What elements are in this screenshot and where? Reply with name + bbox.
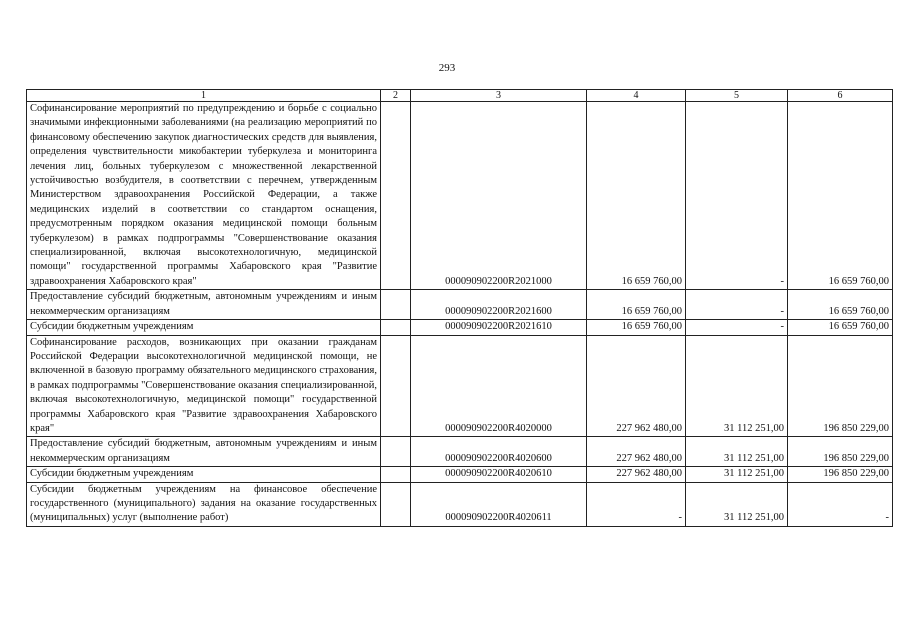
- row-col4: 227 962 480,00: [587, 467, 686, 482]
- table-row: [27, 437, 893, 467]
- row-col6: 16 659 760,00: [788, 102, 893, 290]
- row-code: 000090902200R2021000: [411, 102, 587, 290]
- column-header: 6: [788, 90, 893, 102]
- row-col5: 31 112 251,00: [686, 335, 788, 437]
- row-col2: [381, 335, 411, 437]
- row-col4: -: [587, 482, 686, 526]
- row-col5: -: [686, 290, 788, 320]
- column-header: 1: [27, 90, 381, 102]
- table-row: [27, 102, 893, 290]
- row-code: 000090902200R4020000: [411, 335, 587, 437]
- row-col4: 16 659 760,00: [587, 320, 686, 335]
- row-col6: 196 850 229,00: [788, 335, 893, 437]
- row-code: 000090902200R2021610: [411, 320, 587, 335]
- table-row: [27, 290, 893, 320]
- table-row: [27, 335, 893, 437]
- page-number: 293: [438, 62, 456, 74]
- row-col6: -: [788, 482, 893, 526]
- row-col4: 16 659 760,00: [587, 102, 686, 290]
- row-col4: 227 962 480,00: [587, 335, 686, 437]
- table-row: [27, 482, 893, 526]
- row-description: Предоставление субсидий бюджетным, автономным учреждениям и иным некоммерческим организациям: [27, 290, 381, 320]
- row-col2: [381, 320, 411, 335]
- row-code: 000090902200R4020611: [411, 482, 587, 526]
- row-description: Субсидии бюджетным учреждениям: [27, 467, 381, 482]
- row-col4: 227 962 480,00: [587, 437, 686, 467]
- row-code: 000090902200R2021600: [411, 290, 587, 320]
- row-col5: 31 112 251,00: [686, 482, 788, 526]
- row-col2: [381, 482, 411, 526]
- row-col5: -: [686, 102, 788, 290]
- row-description: Софинансирование мероприятий по предупреждению и борьбе с социально значимыми инфекционными заболеваниями (на реализацию мероприятий по финансовому обеспечению закупок диагностических средств для выявления, определения чувствительности микобактерии туберкулеза и мониторинга лечения лиц, больных туберкулезом с множественной лекарственной устойчивостью возбудителя, в соответствии с перечнем, утвержденным Министерством здравоохранения Российской Федерации, а также медицинских изделий в соответствии со стандартом оснащения, предусмотренным порядком оказания медицинской помощи больным туберкулезом) в рамках подпрограммы "Совершенствование оказания специализированной, включая высокотехнологичную, медицинской помощи" государственной программы Хабаровского края "Развитие здравоохранения Хабаровского края": [27, 102, 381, 290]
- column-header: 5: [686, 90, 788, 102]
- column-header: 3: [411, 90, 587, 102]
- row-col5: -: [686, 320, 788, 335]
- row-description: Предоставление субсидий бюджетным, автономным учреждениям и иным некоммерческим организациям: [27, 437, 381, 467]
- table-row: [27, 467, 893, 482]
- row-code: 000090902200R4020610: [411, 467, 587, 482]
- row-col5: 31 112 251,00: [686, 437, 788, 467]
- table-row: [27, 320, 893, 335]
- row-col2: [381, 290, 411, 320]
- row-description: Субсидии бюджетным учреждениям на финансовое обеспечение государственного (муниципального) задания на оказание государственных (муниципальных) услуг (выполнение работ): [27, 482, 381, 526]
- row-col6: 16 659 760,00: [788, 320, 893, 335]
- row-code: 000090902200R4020600: [411, 437, 587, 467]
- row-col6: 196 850 229,00: [788, 437, 893, 467]
- row-col6: 196 850 229,00: [788, 467, 893, 482]
- column-header: 4: [587, 90, 686, 102]
- row-col2: [381, 467, 411, 482]
- table-header-row: [27, 90, 893, 102]
- row-description: Субсидии бюджетным учреждениям: [27, 320, 381, 335]
- row-description: Софинансирование расходов, возникающих при оказании гражданам Российской Федерации высокотехнологичной медицинской помощи, не включенной в базовую программу обязательного медицинского страхования, в рамках подпрограммы "Совершенствование оказания специализированной, включая высокотехнологичную, медицинской помощи" государственной программы Хабаровского края "Развитие здравоохранения Хабаровского края": [27, 335, 381, 437]
- row-col2: [381, 437, 411, 467]
- row-col5: 31 112 251,00: [686, 467, 788, 482]
- row-col2: [381, 102, 411, 290]
- column-header: 2: [381, 90, 411, 102]
- row-col4: 16 659 760,00: [587, 290, 686, 320]
- budget-table: [26, 89, 893, 527]
- row-col6: 16 659 760,00: [788, 290, 893, 320]
